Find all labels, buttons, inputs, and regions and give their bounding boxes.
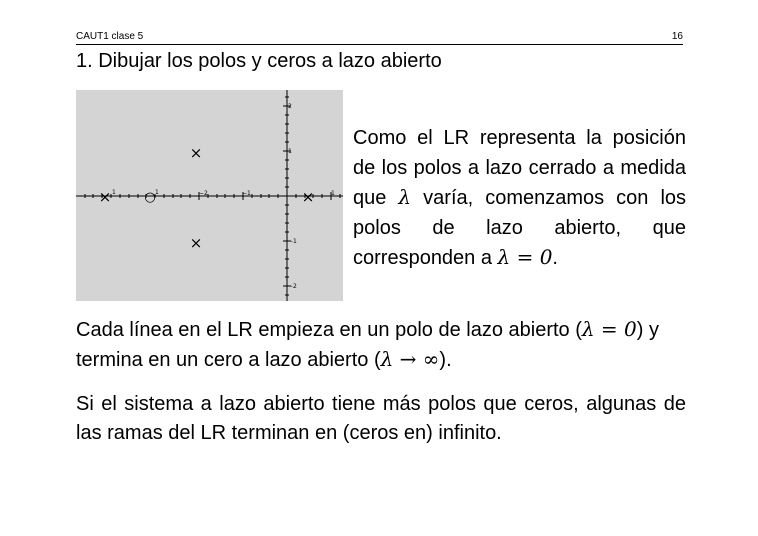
x-tick-label-neg1: −1 [242,190,251,197]
p2-text-1: Cada línea en el LR empieza en un polo de lazo abierto ( [76,319,582,341]
header-course: CAUT1 clase 5 [76,31,144,42]
start-end-paragraph [76,315,686,375]
p2-text-2: ) y termina en un cero a lazo abierto ( [76,319,659,371]
section-title: 1. Dibujar los polos y ceros a lazo abierto [76,50,442,72]
x-tick-label-neg2: −2 [199,190,208,197]
x-tick-label-1: 1 [331,190,335,197]
lambda-infinity-inline: λ → ∞ [380,347,440,371]
intro-paragraph [353,124,686,274]
pole-multiplicity-label: 1 [112,189,116,196]
pole-marker-upper: × [189,144,203,162]
header-divider [76,44,683,45]
pole-marker-left: × [98,188,112,206]
pole-marker-lower: × [189,234,203,252]
intro-text-2: varía, comenzamos con los polos de lazo abierto, que corresponden a [353,187,687,269]
y-tick-label-2: 2 [288,103,292,110]
intro-text-1: Como el LR representa la posición de los polos a lazo cerrado a medida que [353,127,686,209]
p2-text-3: ). [439,349,452,371]
pole-zero-plot [75,89,344,302]
zero-multiplicity-label: 1 [155,189,159,196]
y-tick-label-neg1: −1 [288,238,297,245]
y-tick-label-neg2: −2 [288,283,297,290]
infinity-paragraph: Si el sistema a lazo abierto tiene más polos que ceros, algunas de las ramas del LR terminan en (ceros en) infinito. [76,393,686,444]
lambda-zero-inline: λ = 0 [581,317,637,341]
pole-marker-right: × [301,188,315,206]
lambda-symbol: λ [398,185,412,209]
y-tick-label-1: 1 [288,148,292,155]
zero-marker: ○ [144,190,156,205]
intro-end: . [552,247,558,269]
page-number: 16 [671,31,683,42]
lambda-zero-equation: λ = 0 [497,245,553,269]
